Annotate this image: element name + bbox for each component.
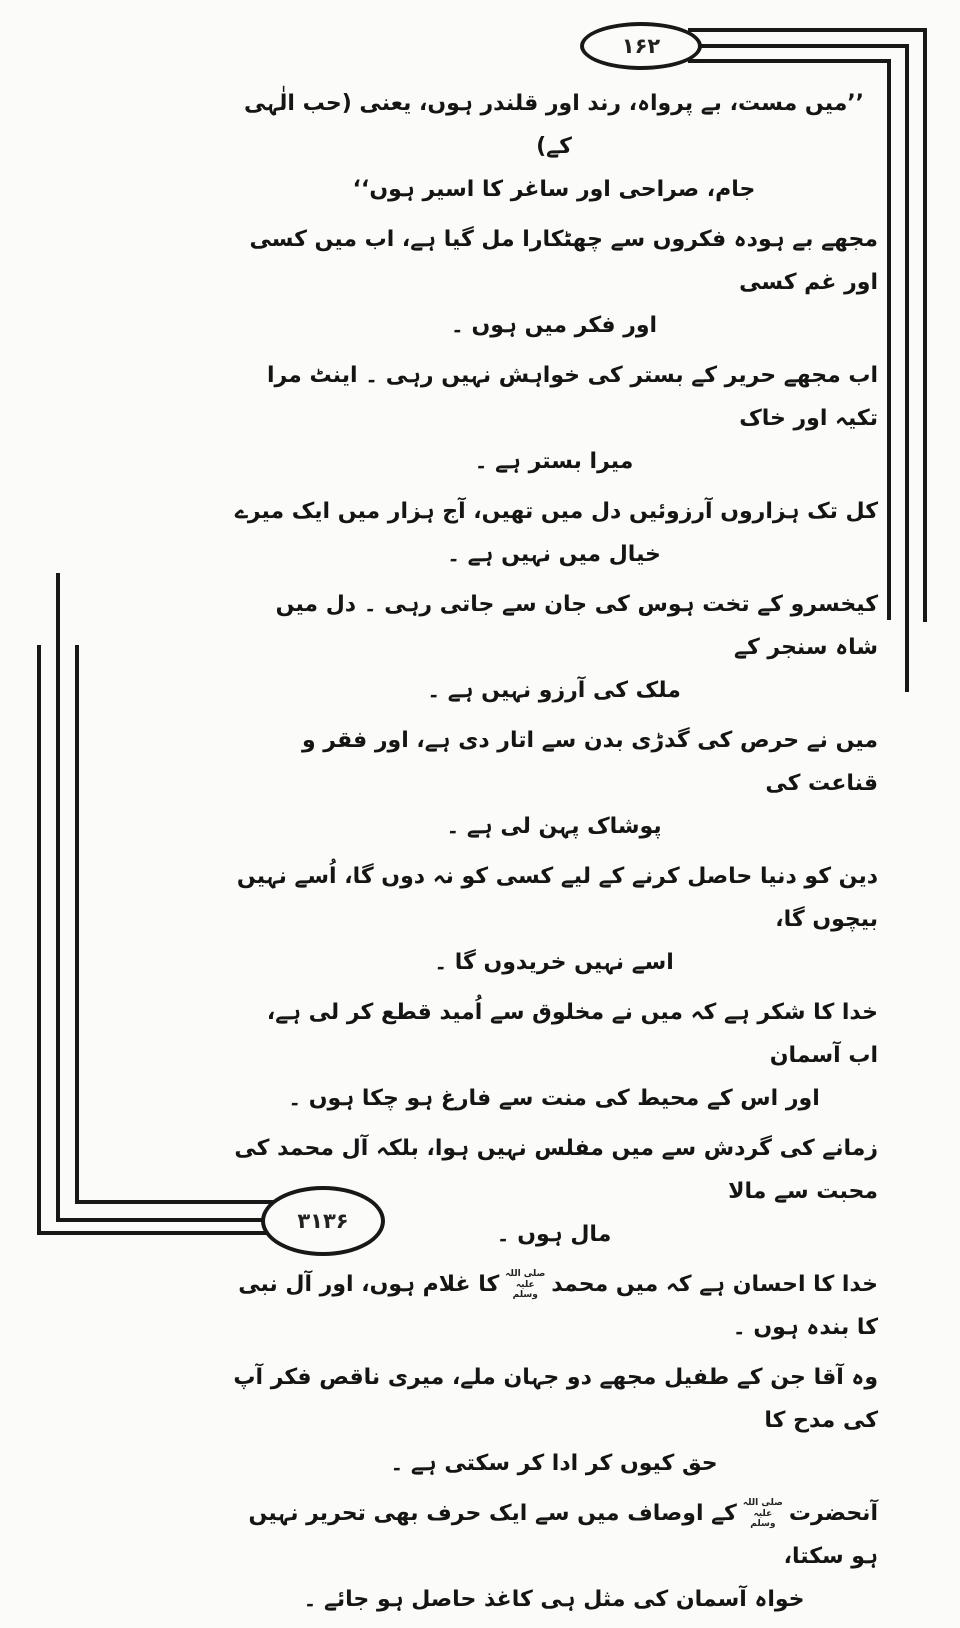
text-line: ملک کی آرزو نہیں ہے ۔ [427,678,681,703]
paragraph [230,1356,878,1485]
paragraph [230,719,878,848]
text-line [230,1492,878,1578]
text-line: کیخسرو کے تخت ہوس کی جان سے جاتی رہی ۔ دل میں شاہ سنجر کے [275,592,878,660]
frame-right-rule-inner [887,59,891,620]
frame-left-rule-inner [75,645,79,1204]
header-page-number-cartouche [580,22,702,70]
text-line: اور فکر میں ہوں ۔ [450,313,658,338]
frame-left-rule-middle [56,573,60,1222]
frame-top-rule-outer [688,28,927,32]
text-segment: آنحضرت [788,1501,878,1526]
text-line: خیال میں نہیں ہے ۔ [447,542,661,567]
text-segment: خدا کا احسان ہے کہ میں محمد [551,1272,878,1297]
text-line [230,1263,878,1349]
text-segment: کا غلام ہوں، اور آل نبی کا بندہ ہوں ۔ [238,1272,878,1340]
text-line: زمانے کی گردش سے میں مفلس نہیں ہوا، بلکہ آل محمد کی محبت سے مالا [234,1136,878,1204]
text-line: میرا بستر ہے ۔ [474,449,634,474]
paragraph [230,991,878,1120]
text-line: کل تک ہزاروں آرزوئیں دل میں تھیں، آج ہزار میں ایک میرے [234,499,878,524]
paragraph [230,855,878,984]
text-line: حق کیوں کر ادا کر سکتی ہے ۔ [390,1451,718,1476]
frame-right-rule-outer [923,28,927,622]
text-line: مجھے بے ہودہ فکروں سے چھٹکارا مل گیا ہے، اب میں کسی اور غم کسی [249,227,878,295]
frame-right-rule-middle [905,44,909,692]
paragraph [230,354,878,483]
paragraph [230,583,878,712]
text-line: اور اس کے محیط کی منت سے فارغ ہو چکا ہوں ۔ [288,1086,820,1111]
footer-number-cartouche [261,1186,385,1256]
frame-left-rule-outer [37,645,41,1235]
paragraph-with-honorific [230,1263,878,1349]
sallallahu-alayhi-wasallam-honorific: صلی اللہ علیہ وسلم [505,1269,546,1301]
text-line: دین کو دنیا حاصل کرنے کے لیے کسی کو نہ دوں گا، اُسے نہیں بیچوں گا، [236,864,878,932]
text-line: وہ آقا جن کے طفیل مجھے دو جہان ملے، میری ناقص فکر آپ کی مدح کا [233,1365,878,1433]
text-line: مال ہوں ۔ [496,1222,612,1247]
text-line: پوشاک پہن لی ہے ۔ [446,814,662,839]
text-line: جام، صراحی اور ساغر کا اسیر ہوں‘‘ [352,177,756,202]
footer-number: ۳۱۳۶ [297,1209,349,1233]
paragraph [230,490,878,576]
text-line: اسے نہیں خریدوں گا ۔ [434,950,674,975]
paragraph [230,218,878,347]
frame-top-rule-middle [688,44,909,48]
paragraph-quote [230,82,878,211]
text-line: اب مجھے حریر کے بستر کی خواہش نہیں رہی ۔ اینٹ مرا تکیہ اور خاک [266,363,878,431]
frame-top-rule-inner [688,59,891,63]
urdu-text-block [230,82,878,1628]
header-page-number: ۱۶۲ [621,34,661,58]
text-line: خواہ آسمان کی مثل ہی کاغذ حاصل ہو جائے ۔ [303,1587,805,1612]
paragraph-with-honorific [230,1492,878,1621]
sallallahu-alayhi-wasallam-honorific: صلی اللہ علیہ وسلم [742,1498,783,1530]
text-line: خدا کا شکر ہے کہ میں نے مخلوق سے اُمید قطع کر لی ہے، اب آسمان [266,1000,878,1068]
text-line: ’’میں مست، بے پرواہ، رند اور قلندر ہوں، یعنی (حب الٰہی کے) [243,91,865,159]
text-line: میں نے حرص کی گدڑی بدن سے اتار دی ہے، اور فقر و قناعت کی [301,728,878,796]
text-segment: کے اوصاف میں سے ایک حرف بھی تحریر نہیں ہو سکتا، [248,1501,878,1569]
